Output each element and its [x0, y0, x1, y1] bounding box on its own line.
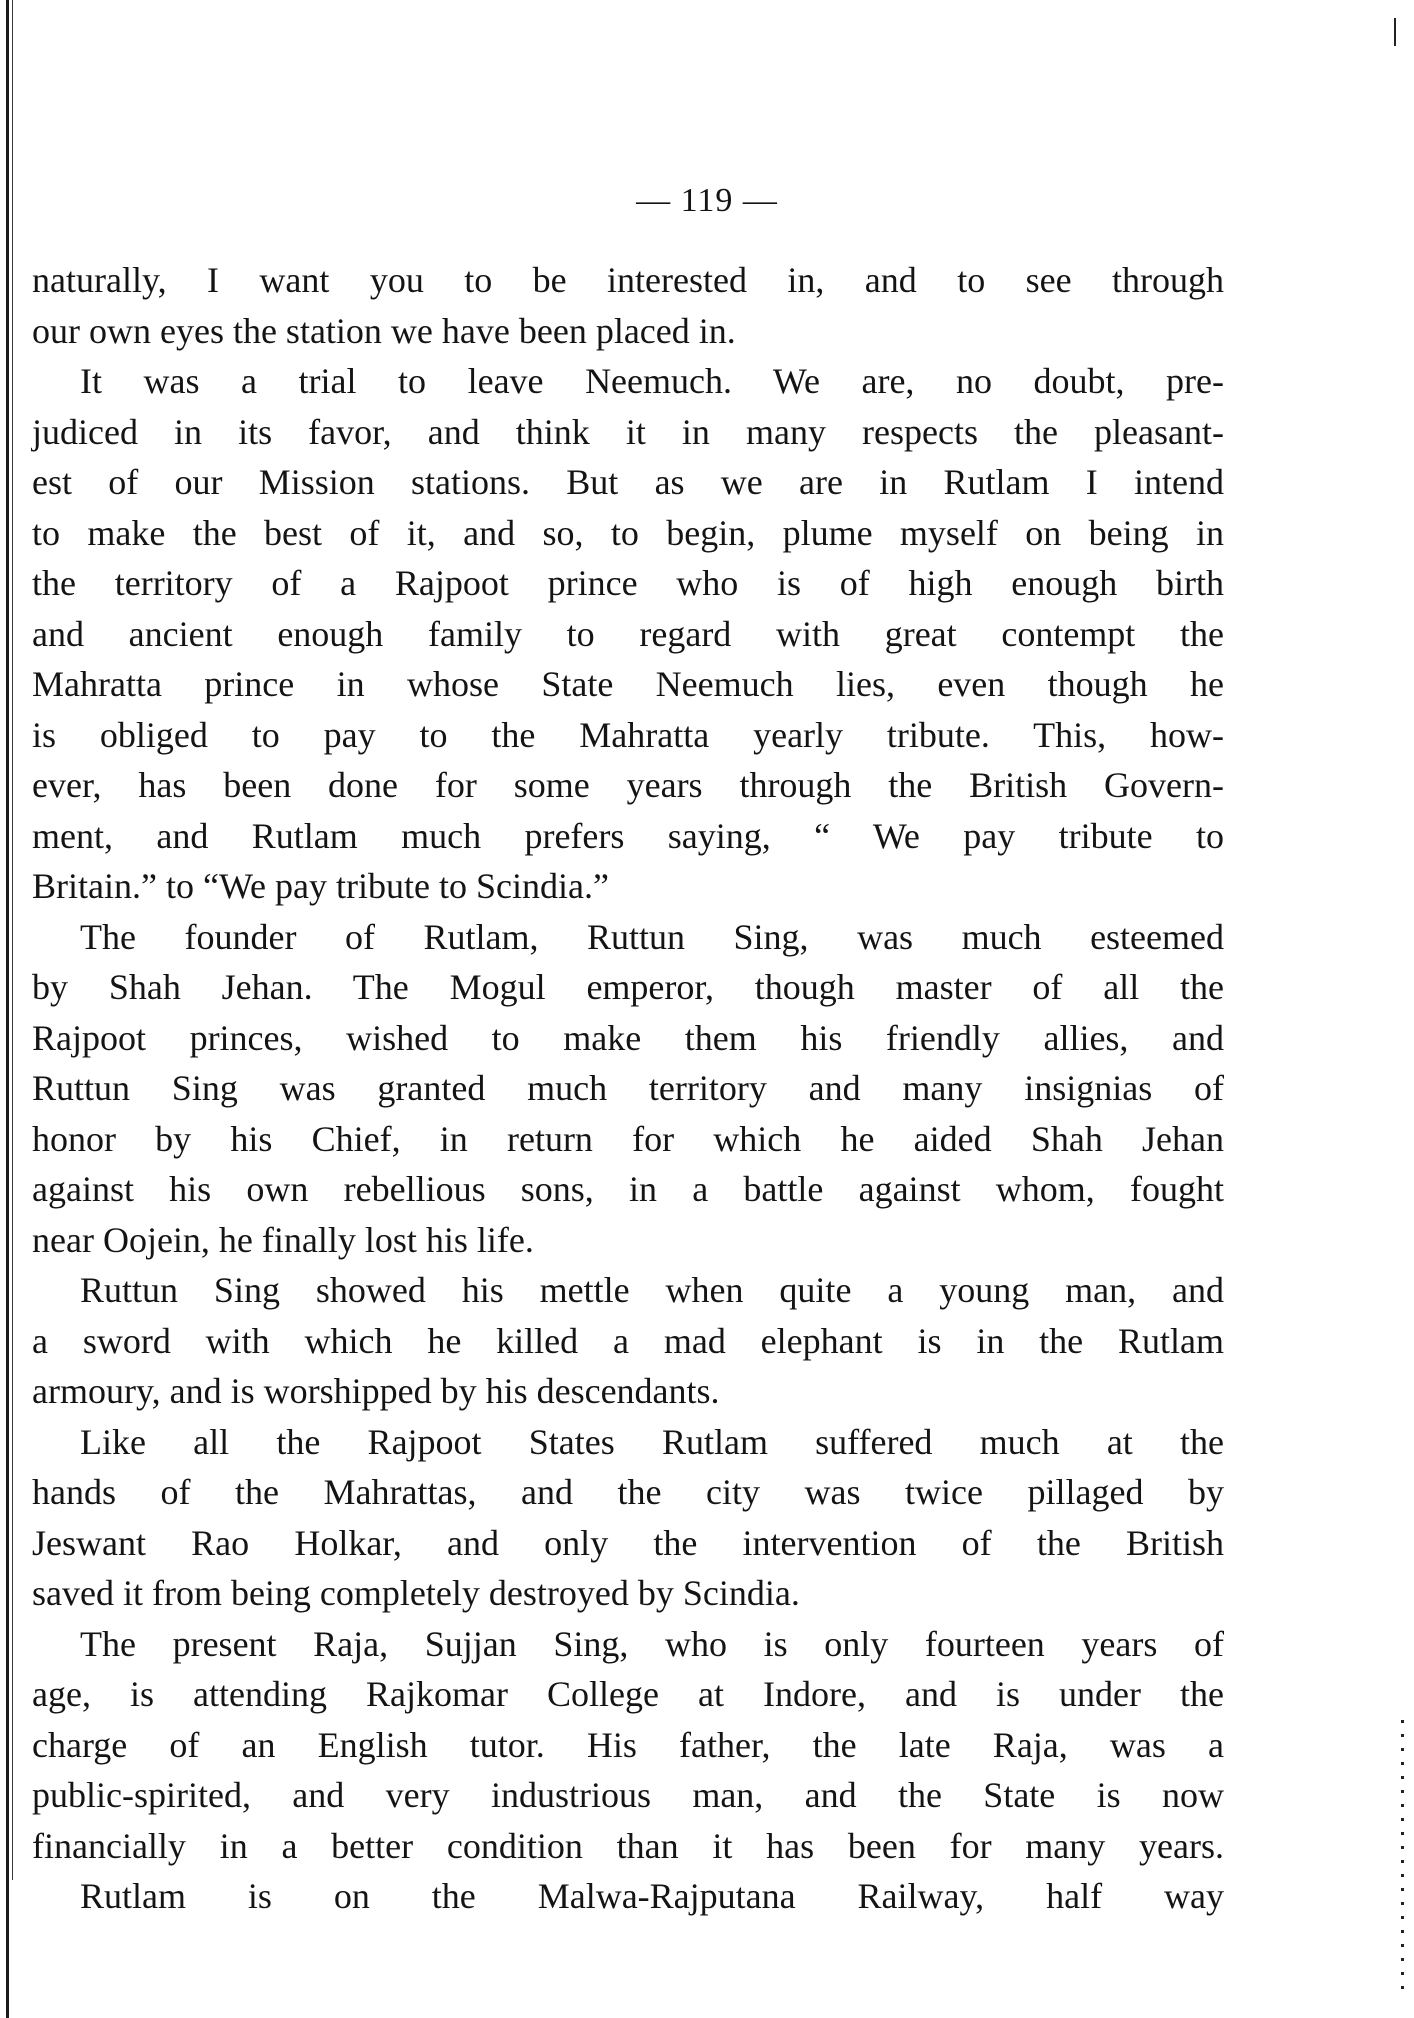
- scan-specks-right: [1401, 1720, 1404, 2000]
- text-line: and ancient enough family to regard with great contempt the: [32, 613, 1224, 654]
- text-line: our own eyes the station we have been placed in.: [32, 310, 736, 351]
- text-line: a sword with which he killed a mad elephant is in the Rutlam: [32, 1320, 1224, 1361]
- text-line: Rutlam is on the Malwa-Rajputana Railway, half way: [80, 1876, 1224, 1916]
- text-line: saved it from being completely destroyed by Scindia.: [32, 1573, 800, 1613]
- body-text: [32, 255, 1224, 1922]
- text-line: Britain.” to “We pay tribute to Scindia.”: [32, 866, 609, 906]
- text-line: honor by his Chief, in return for which he aided Shah Jehan: [32, 1118, 1224, 1159]
- text-line: Like all the Rajpoot States Rutlam suffered much at the: [80, 1421, 1224, 1462]
- scan-border-left-inner: [12, 0, 13, 1880]
- text-line: is obliged to pay to the Mahratta yearly tribute. This, how-: [32, 714, 1224, 755]
- text-line: the territory of a Rajpoot prince who is of high enough birth: [32, 563, 1224, 603]
- text-line: The present Raja, Sujjan Sing, who is only fourteen years of: [80, 1623, 1224, 1664]
- text-line: Rajpoot princes, wished to make them his friendly allies, and: [32, 1017, 1224, 1058]
- text-line: ment, and Rutlam much prefers saying, “ We pay tribute to: [32, 815, 1224, 856]
- text-line: armoury, and is worshipped by his descendants.: [32, 1371, 720, 1411]
- text-line: financially in a better condition than it has been for many years.: [32, 1825, 1224, 1866]
- scan-mark-right: [1394, 18, 1396, 46]
- text-line: by Shah Jehan. The Mogul emperor, though master of all the: [32, 967, 1224, 1007]
- text-line: to make the best of it, and so, to begin, plume myself on being in: [32, 512, 1224, 553]
- text-line: age, is attending Rajkomar College at Indore, and is under the: [32, 1674, 1224, 1714]
- text-line: against his own rebellious sons, in a battle against whom, fought: [32, 1169, 1224, 1209]
- text-line: est of our Mission stations. But as we are in Rutlam I intend: [32, 462, 1224, 502]
- text-line: Mahratta prince in whose State Neemuch lies, even though he: [32, 664, 1224, 704]
- text-line: charge of an English tutor. His father, the late Raja, was a: [32, 1724, 1224, 1765]
- text-line: Ruttun Sing was granted much territory and many insignias of: [32, 1068, 1224, 1108]
- text-line: hands of the Mahrattas, and the city was twice pillaged by: [32, 1472, 1224, 1512]
- text-line: Jeswant Rao Holkar, and only the intervention of the British: [32, 1522, 1224, 1563]
- text-line: ever, has been done for some years through the British Govern-: [32, 765, 1224, 805]
- text-line: judiced in its favor, and think it in many respects the pleasant-: [32, 411, 1224, 452]
- text-line: public-spirited, and very industrious man, and the State is now: [32, 1775, 1224, 1815]
- text-line: It was a trial to leave Neemuch. We are, no doubt, pre-: [80, 361, 1224, 401]
- text-line: Ruttun Sing showed his mettle when quite a young man, and: [80, 1270, 1224, 1310]
- text-line: The founder of Rutlam, Ruttun Sing, was much esteemed: [80, 916, 1224, 957]
- page-number: — 119 —: [636, 182, 778, 219]
- text-line: near Oojein, he finally lost his life.: [32, 1219, 534, 1260]
- scan-border-left: [6, 0, 9, 2018]
- text-line: naturally, I want you to be interested in, and to see through: [32, 260, 1224, 300]
